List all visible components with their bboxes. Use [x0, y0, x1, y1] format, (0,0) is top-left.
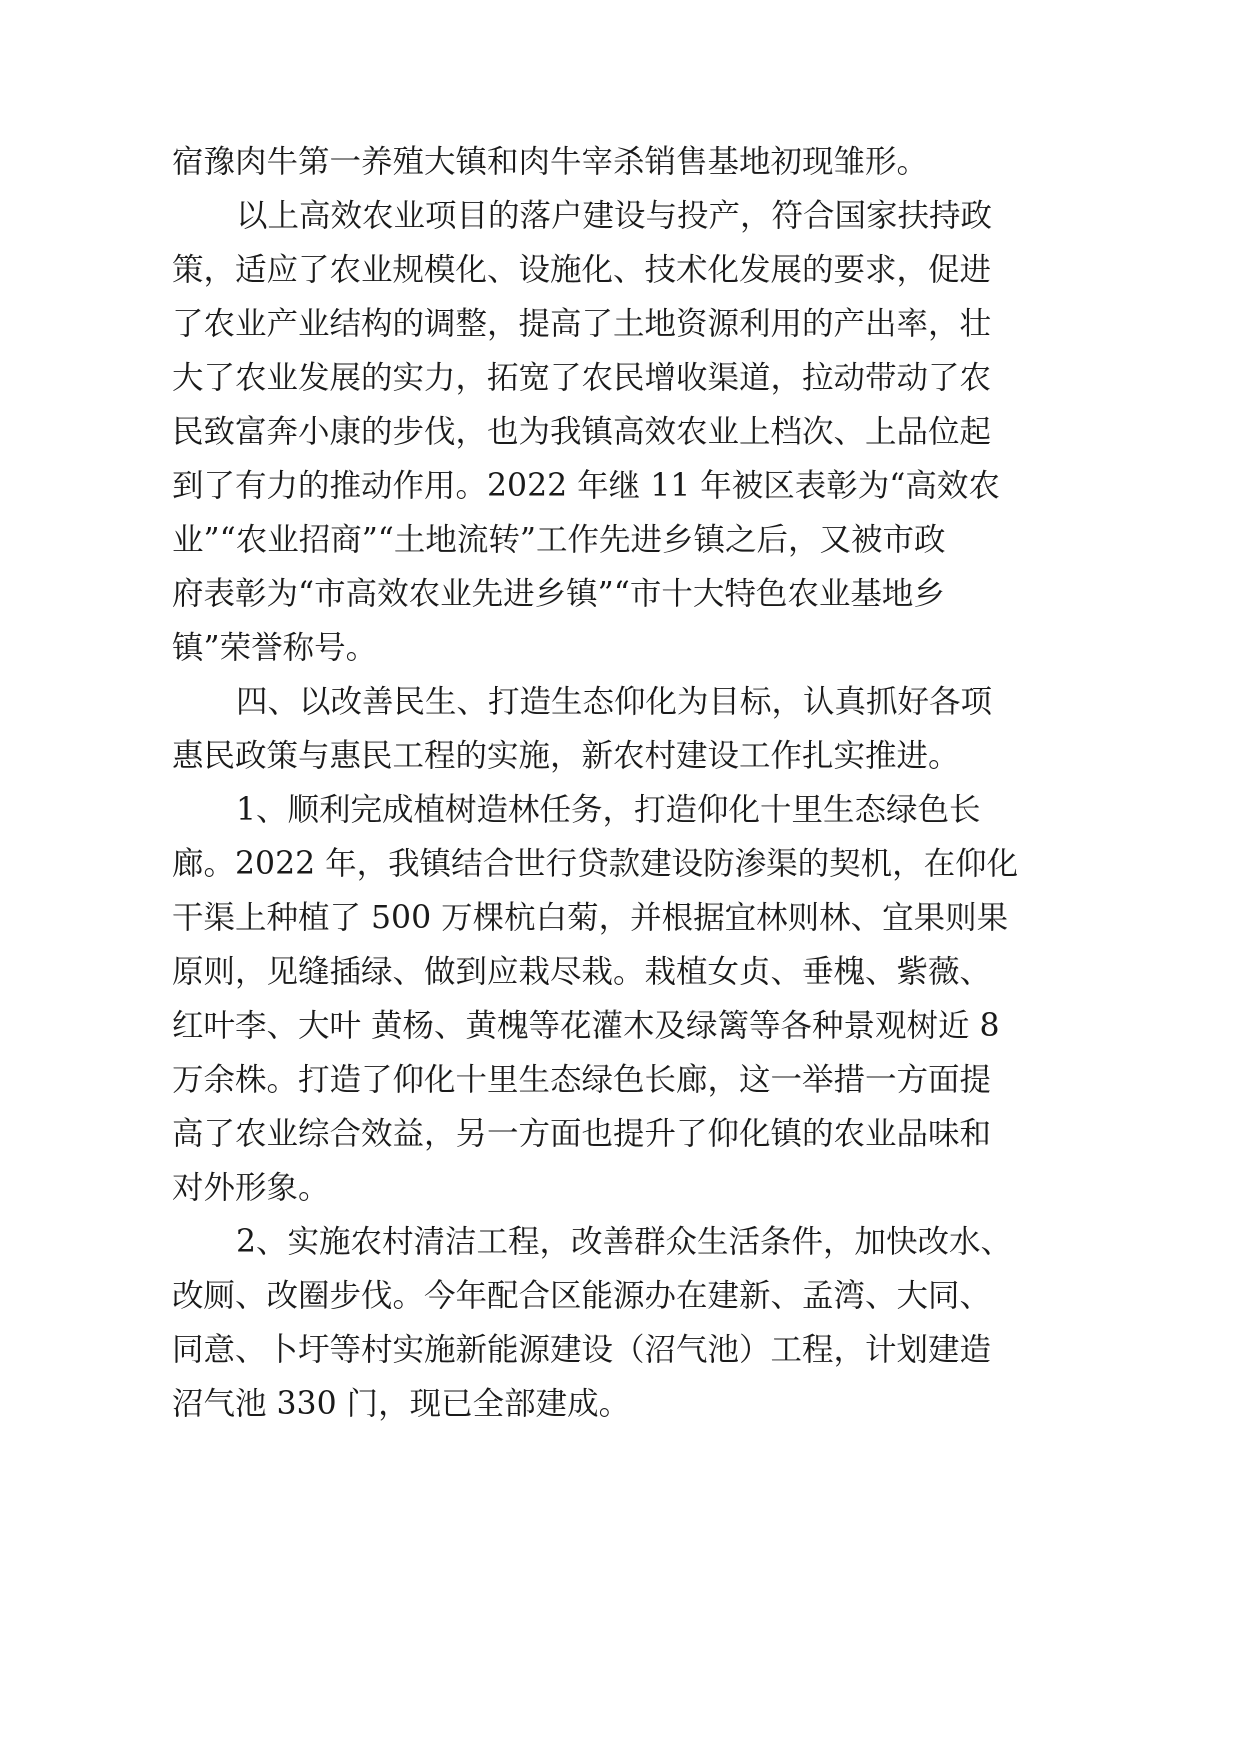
- text-line: 万余株。打造了仰化十里生态绿色长廊，这一举措一方面提: [172, 1062, 992, 1098]
- text-line: 改厕、改圈步伐。今年配合区能源办在建新、孟湾、大同、: [172, 1278, 992, 1314]
- paragraph-first-line: 以上高效农业项目的落户建设与投产，符合国家扶持政: [236, 198, 993, 234]
- text-line: 业”“农业招商”“土地流转”工作先进乡镇之后，又被市政: [172, 522, 946, 558]
- text-line: 对外形象。: [172, 1170, 330, 1206]
- section-heading-line: 四、以改善民生、打造生态仰化为目标，认真抓好各项: [236, 684, 993, 720]
- text-line: 惠民政策与惠民工程的实施，新农村建设工作扎实推进。: [172, 738, 960, 774]
- text-line: 策，适应了农业规模化、设施化、技术化发展的要求，促进: [172, 252, 992, 288]
- text-line: 大了农业发展的实力，拓宽了农民增收渠道，拉动带动了农: [172, 360, 992, 396]
- text-line: 沼气池 330 门，现已全部建成。: [172, 1386, 631, 1422]
- text-line: 到了有力的推动作用。2022 年继 11 年被区表彰为“高效农: [172, 468, 1000, 504]
- text-line: 民致富奔小康的步伐，也为我镇高效农业上档次、上品位起: [172, 414, 992, 450]
- text-line: 同意、卜圩等村实施新能源建设（沼气池）工程，计划建造: [172, 1332, 992, 1368]
- text-line: 廊。2022 年，我镇结合世行贷款建设防渗渠的契机，在仰化: [172, 846, 1019, 882]
- text-line: 了农业产业结构的调整，提高了土地资源利用的产出率，壮: [172, 306, 992, 342]
- text-line: 原则，见缝插绿、做到应栽尽栽。栽植女贞、垂槐、紫薇、: [172, 954, 992, 990]
- text-line: 干渠上种植了 500 万棵杭白菊，并根据宜林则林、宜果则果: [172, 900, 1009, 936]
- paragraph-first-line: 1、顺利完成植树造林任务，打造仰化十里生态绿色长: [236, 792, 981, 828]
- text-line: 宿豫肉牛第一养殖大镇和肉牛宰杀销售基地初现雏形。: [172, 144, 929, 180]
- text-line: 高了农业综合效益，另一方面也提升了仰化镇的农业品味和: [172, 1116, 992, 1152]
- text-line: 红叶李、大叶 黄杨、黄槐等花灌木及绿篱等各种景观树近 8: [172, 1008, 1000, 1044]
- paragraph-first-line: 2、实施农村清洁工程，改善群众生活条件，加快改水、: [236, 1224, 1013, 1260]
- text-line: 镇”荣誉称号。: [172, 630, 378, 666]
- text-line: 府表彰为“市高效农业先进乡镇”“市十大特色农业基地乡: [172, 576, 945, 612]
